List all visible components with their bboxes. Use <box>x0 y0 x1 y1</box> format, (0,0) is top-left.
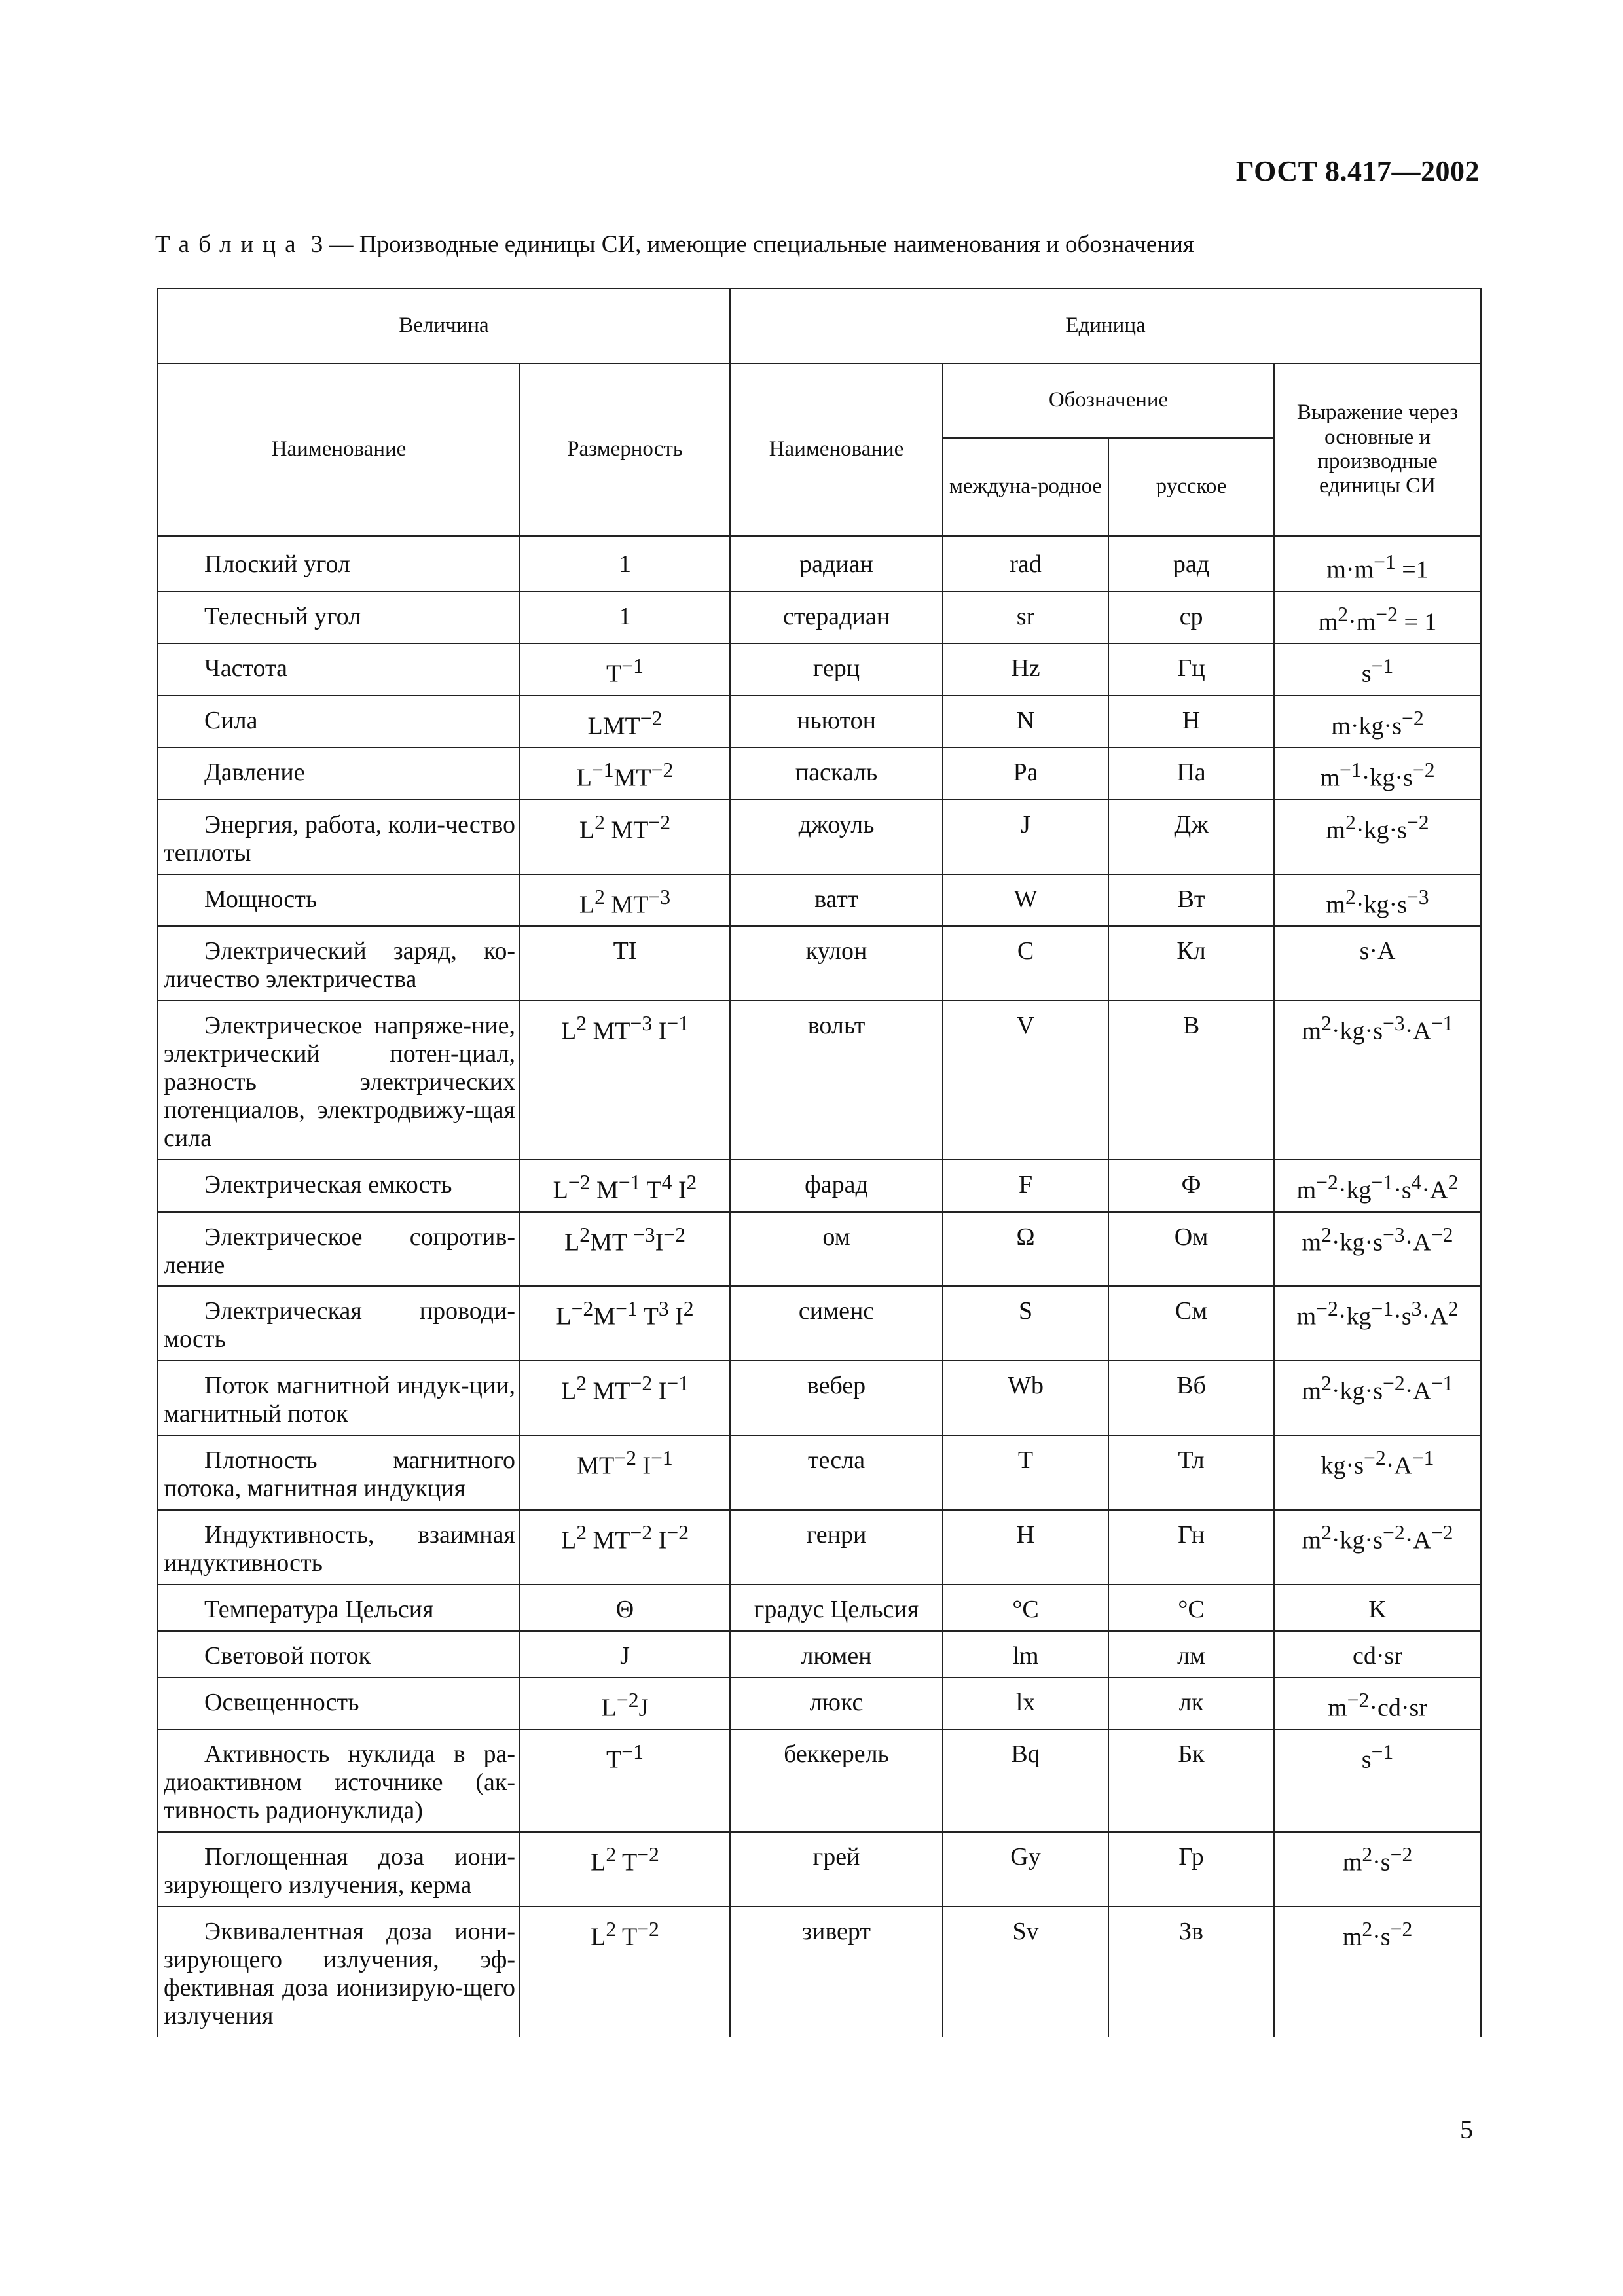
cell-quantity-name: Электрическое напряже-ние, электрический потен-циал, разность электрических потенциалов, электродвижу-щая сила <box>158 1001 520 1160</box>
cell-unit-name: грей <box>730 1832 943 1907</box>
cell-dimension: $T^{-1}$ <box>520 643 730 696</box>
table-row <box>158 643 1481 696</box>
table-body <box>158 537 1481 2037</box>
cell-quantity-name: Мощность <box>158 874 520 927</box>
cell-unit-name: радиан <box>730 537 943 592</box>
header-russian: русское <box>1108 438 1274 537</box>
table-row <box>158 592 1481 644</box>
cell-russian: Дж <box>1108 800 1274 874</box>
cell-russian: Гн <box>1108 1510 1274 1585</box>
cell-international: J <box>943 800 1108 874</box>
cell-international: Sv <box>943 1907 1108 2037</box>
cell-russian: Зв <box>1108 1907 1274 2037</box>
cell-unit-name: беккерель <box>730 1729 943 1832</box>
cell-quantity-name: Световой поток <box>158 1631 520 1677</box>
header-designation: Обозначение <box>943 363 1274 438</box>
cell-dimension: $L^2$ $MT^{-2}$ $I^{-2}$ <box>520 1510 730 1585</box>
cell-expression: $s^{-1}$ <box>1274 1729 1481 1832</box>
cell-quantity-name: Частота <box>158 643 520 696</box>
cell-russian: лк <box>1108 1677 1274 1730</box>
cell-dimension: $L^2$ $MT^{-3}$ $I^{-1}$ <box>520 1001 730 1160</box>
table-row <box>158 800 1481 874</box>
cell-international: F <box>943 1160 1108 1212</box>
cell-unit-name: ватт <box>730 874 943 927</box>
header-unit-group: Единица <box>730 289 1481 363</box>
table-row <box>158 1907 1481 2037</box>
cell-expression: $m^2\cdot kg\cdot s^{-2}$ <box>1274 800 1481 874</box>
cell-russian: рад <box>1108 537 1274 592</box>
cell-unit-name: тесла <box>730 1435 943 1510</box>
cell-russian: Тл <box>1108 1435 1274 1510</box>
cell-quantity-name: Эквивалентная доза иони-зирующего излучения, эф-фективная доза ионизирую-щего излучения <box>158 1907 520 2037</box>
cell-quantity-name: Электрическая емкость <box>158 1160 520 1212</box>
cell-unit-name: паскаль <box>730 747 943 800</box>
cell-quantity-name: Температура Цельсия <box>158 1585 520 1631</box>
cell-international: Gy <box>943 1832 1108 1907</box>
cell-international: C <box>943 926 1108 1001</box>
cell-dimension: J <box>520 1631 730 1677</box>
cell-unit-name: ньютон <box>730 696 943 748</box>
cell-international: Ω <box>943 1212 1108 1287</box>
table-row <box>158 1585 1481 1631</box>
cell-international: T <box>943 1435 1108 1510</box>
cell-expression: $m^{-2}\cdot cd\cdot sr$ <box>1274 1677 1481 1730</box>
cell-expression: cd·sr <box>1274 1631 1481 1677</box>
cell-international: V <box>943 1001 1108 1160</box>
cell-expression: $m\cdot kg\cdot s^{-2}$ <box>1274 696 1481 748</box>
cell-unit-name: ом <box>730 1212 943 1287</box>
cell-expression: $m^2\cdot s^{-2}$ <box>1274 1832 1481 1907</box>
cell-unit-name: вольт <box>730 1001 943 1160</box>
cell-unit-name: зиверт <box>730 1907 943 2037</box>
cell-russian: Бк <box>1108 1729 1274 1832</box>
cell-unit-name: фарад <box>730 1160 943 1212</box>
cell-unit-name: сименс <box>730 1286 943 1361</box>
cell-expression: $m^2\cdot kg\cdot s^{-3}$ <box>1274 874 1481 927</box>
cell-international: N <box>943 696 1108 748</box>
cell-expression: $m^2\cdot kg\cdot s^{-2}\cdot A^{-1}$ <box>1274 1361 1481 1435</box>
cell-quantity-name: Поглощенная доза иони-зирующего излучения, керма <box>158 1832 520 1907</box>
cell-expression: $m^2\cdot kg\cdot s^{-3}\cdot A^{-1}$ <box>1274 1001 1481 1160</box>
cell-expression: K <box>1274 1585 1481 1631</box>
cell-dimension: $L^2$ $T^{-2}$ <box>520 1832 730 1907</box>
cell-international: lx <box>943 1677 1108 1730</box>
cell-international: rad <box>943 537 1108 592</box>
cell-unit-name: люкс <box>730 1677 943 1730</box>
cell-russian: Ом <box>1108 1212 1274 1287</box>
cell-russian: Н <box>1108 696 1274 748</box>
cell-unit-name: кулон <box>730 926 943 1001</box>
cell-expression: $m^2\cdot kg\cdot s^{-2}\cdot A^{-2}$ <box>1274 1510 1481 1585</box>
cell-expression: $m^{-2}\cdot kg^{-1}\cdot s^4\cdot A^2$ <box>1274 1160 1481 1212</box>
table-row <box>158 874 1481 927</box>
cell-quantity-name: Электрический заряд, ко-личество электричества <box>158 926 520 1001</box>
cell-quantity-name: Активность нуклида в ра-диоактивном источнике (ак-тивность радионуклида) <box>158 1729 520 1832</box>
cell-expression: $kg\cdot s^{-2}\cdot A^{-1}$ <box>1274 1435 1481 1510</box>
table-row <box>158 1677 1481 1730</box>
table-row <box>158 1286 1481 1361</box>
page-number: 5 <box>1460 2115 1473 2144</box>
cell-russian: Гр <box>1108 1832 1274 1907</box>
cell-expression: $m^2\cdot s^{-2}$ <box>1274 1907 1481 2037</box>
cell-russian: ср <box>1108 592 1274 644</box>
cell-dimension: $T^{-1}$ <box>520 1729 730 1832</box>
cell-dimension: $L^2$ $MT^{-2}$ $I^{-1}$ <box>520 1361 730 1435</box>
cell-dimension: 1 <box>520 537 730 592</box>
cell-international: H <box>943 1510 1108 1585</box>
cell-russian: В <box>1108 1001 1274 1160</box>
cell-international: sr <box>943 592 1108 644</box>
cell-quantity-name: Энергия, работа, коли-чество теплоты <box>158 800 520 874</box>
cell-russian: См <box>1108 1286 1274 1361</box>
table-caption <box>155 230 1194 259</box>
cell-quantity-name: Электрическое сопротив-ление <box>158 1212 520 1287</box>
cell-unit-name: стерадиан <box>730 592 943 644</box>
header-dimension: Размерность <box>520 363 730 537</box>
cell-dimension: Θ <box>520 1585 730 1631</box>
cell-quantity-name: Освещенность <box>158 1677 520 1730</box>
cell-quantity-name: Индуктивность, взаимная индуктивность <box>158 1510 520 1585</box>
cell-quantity-name: Поток магнитной индук-ции, магнитный поток <box>158 1361 520 1435</box>
table-caption-text: 3 — Производные единицы СИ, имеющие специальные наименования и обозначения <box>304 231 1194 258</box>
table-row <box>158 1160 1481 1212</box>
cell-dimension: $L^2$ $MT^{-3}$ <box>520 874 730 927</box>
cell-dimension: 1 <box>520 592 730 644</box>
cell-quantity-name: Плотность магнитного потока, магнитная индукция <box>158 1435 520 1510</box>
table-row <box>158 926 1481 1001</box>
table-row <box>158 696 1481 748</box>
cell-international: W <box>943 874 1108 927</box>
cell-expression: $m^2\cdot kg\cdot s^{-3}\cdot A^{-2}$ <box>1274 1212 1481 1287</box>
table-row <box>158 747 1481 800</box>
cell-unit-name: генри <box>730 1510 943 1585</box>
cell-quantity-name: Плоский угол <box>158 537 520 592</box>
table-row <box>158 1435 1481 1510</box>
cell-international: lm <box>943 1631 1108 1677</box>
cell-dimension: $L^{-2}M^{-1}$ $T^3$ $I^2$ <box>520 1286 730 1361</box>
cell-international: Wb <box>943 1361 1108 1435</box>
cell-quantity-name: Сила <box>158 696 520 748</box>
cell-russian: Вб <box>1108 1361 1274 1435</box>
cell-russian: °C <box>1108 1585 1274 1631</box>
cell-dimension: $LMT^{-2}$ <box>520 696 730 748</box>
si-derived-units-table <box>157 288 1482 2037</box>
cell-expression: $s^{-1}$ <box>1274 643 1481 696</box>
header-expression: Выражение через основные и производные единицы СИ <box>1274 363 1481 537</box>
cell-expression: s·A <box>1274 926 1481 1001</box>
cell-quantity-name: Телесный угол <box>158 592 520 644</box>
cell-dimension: $L^2MT$ $^{-3}I^{-2}$ <box>520 1212 730 1287</box>
cell-expression: $m^{-1}\cdot kg\cdot s^{-2}$ <box>1274 747 1481 800</box>
cell-expression: $m^2\cdot m^{-2} = 1$ <box>1274 592 1481 644</box>
table-row <box>158 1729 1481 1832</box>
cell-russian: Гц <box>1108 643 1274 696</box>
cell-international: Pa <box>943 747 1108 800</box>
cell-dimension: $L^{-2}$ $M^{-1}$ $T^4$ $I^2$ <box>520 1160 730 1212</box>
cell-unit-name: вебер <box>730 1361 943 1435</box>
cell-unit-name: герц <box>730 643 943 696</box>
cell-dimension: $L^{-1}MT^{-2}$ <box>520 747 730 800</box>
cell-russian: Вт <box>1108 874 1274 927</box>
table-row <box>158 1832 1481 1907</box>
cell-dimension: $L^2$ $T^{-2}$ <box>520 1907 730 2037</box>
cell-unit-name: градус Цельсия <box>730 1585 943 1631</box>
cell-dimension: $L^{-2}J$ <box>520 1677 730 1730</box>
cell-unit-name: люмен <box>730 1631 943 1677</box>
table-row <box>158 1631 1481 1677</box>
table-row <box>158 537 1481 592</box>
cell-expression: $m^{-2}\cdot kg^{-1}\cdot s^3\cdot A^2$ <box>1274 1286 1481 1361</box>
cell-russian: Ф <box>1108 1160 1274 1212</box>
header-international: междуна-родное <box>943 438 1108 537</box>
cell-international: S <box>943 1286 1108 1361</box>
cell-dimension: $L^2$ $MT^{-2}$ <box>520 800 730 874</box>
cell-dimension: $MT^{-2}$ $I^{-1}$ <box>520 1435 730 1510</box>
table-row <box>158 1001 1481 1160</box>
cell-russian: лм <box>1108 1631 1274 1677</box>
table-row <box>158 1510 1481 1585</box>
cell-dimension: TI <box>520 926 730 1001</box>
cell-russian: Па <box>1108 747 1274 800</box>
document-code: ГОСТ 8.417—2002 <box>1235 155 1480 187</box>
header-quantity-name: Наименование <box>158 363 520 537</box>
header-quantity-group: Величина <box>158 289 730 363</box>
cell-russian: Кл <box>1108 926 1274 1001</box>
cell-unit-name: джоуль <box>730 800 943 874</box>
cell-quantity-name: Электрическая проводи-мость <box>158 1286 520 1361</box>
cell-expression: $m\cdot m^{-1} =1$ <box>1274 537 1481 592</box>
cell-international: °C <box>943 1585 1108 1631</box>
cell-quantity-name: Давление <box>158 747 520 800</box>
table-caption-label: Таблица <box>155 231 305 258</box>
table-row <box>158 1361 1481 1435</box>
header-unit-name: Наименование <box>730 363 943 537</box>
cell-international: Bq <box>943 1729 1108 1832</box>
cell-international: Hz <box>943 643 1108 696</box>
table-row <box>158 1212 1481 1287</box>
